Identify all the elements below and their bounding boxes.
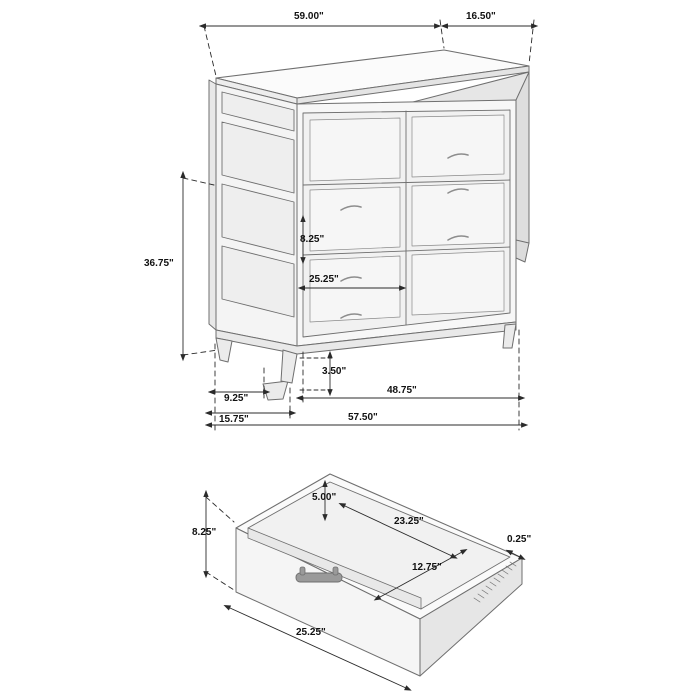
- dim-drawer-width: 25.25": [296, 627, 326, 638]
- dresser-body: [209, 50, 529, 400]
- dim-drawer-inside-width: 23.25": [394, 516, 424, 527]
- dim-drawer-face-height: 8.25": [300, 234, 325, 245]
- dim-drawer-inside-height: 5.00": [312, 492, 337, 503]
- dim-case-width: 48.75": [387, 385, 417, 396]
- dim-drawer-inside-depth: 12.75": [412, 562, 442, 573]
- dim-drawer-face-width: 25.25": [309, 274, 339, 285]
- dim-leg-front-width: 9.25": [224, 393, 249, 404]
- dim-overall-height: 36.75": [144, 258, 174, 269]
- dim-drawer-side-thickness: 0.25": [507, 534, 532, 545]
- drawer-body: [236, 474, 522, 676]
- dim-drawer-height: 8.25": [192, 527, 217, 538]
- dim-base-depth: 15.75": [219, 414, 249, 425]
- dim-leg-height: 3.50": [322, 366, 347, 377]
- dim-top-width: 59.00": [294, 11, 324, 22]
- dim-top-depth: 16.50": [466, 11, 496, 22]
- dim-base-width: 57.50": [348, 412, 378, 423]
